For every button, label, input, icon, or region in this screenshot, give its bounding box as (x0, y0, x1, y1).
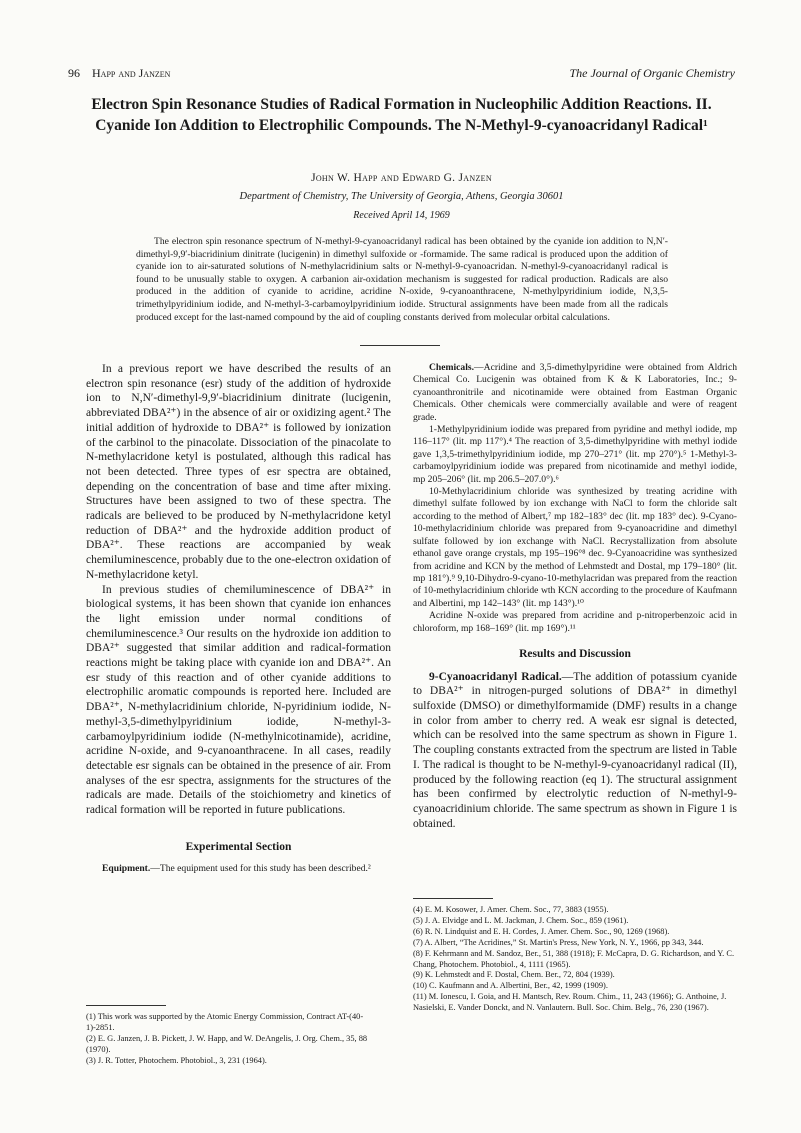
running-header (68, 66, 735, 81)
footnote: (5) J. A. Elvidge and L. M. Jackman, J. Chem. Soc., 859 (1961). (413, 915, 629, 925)
footnote: (3) J. R. Totter, Photochem. Photobiol., 3, 231 (1964). (86, 1055, 267, 1065)
footnote-divider-right (413, 898, 493, 899)
abstract: The electron spin resonance spectrum of N-methyl-9-cyanoacridanyl radical has been obtained by the cyanide ion addition to N,N′-dimethyl-9,9′-biacridinium dinitrate (lucigenin) in dimethyl sulfoxide or -formamide. The same radical is produced upon the addition of cyanide ion to air-saturated solutions of N-methylacridinium salts or N-methyl-9-cyanoacridan. N-methyl-9-cyanoacridanyl radical is found to be unusually stable to oxygen. A carbanion air-oxidation mechanism is suggested for radical production. Radicals are also produced in the addition of cyanide to acridine, acridine N-oxide, 9-cyanoanthracene, N-methylpyridinium iodide, N,3,5-trimethylpyridinium iodide, and N-methyl-3-carbamoylpyridinium iodide. Structural assignments have been made from all the radicals produced except for the last-named compound by the aid of coupling constants derived from molecular orbital calculations. (136, 236, 668, 323)
header-left (68, 66, 170, 81)
footnote: (11) M. Ionescu, I. Goia, and H. Mantsch, Rev. Roum. Chim., 11, 243 (1966); G. Anthoine, J. Nasielski, E. Vander Donckt, and N. Vanlautern. Bull. Soc. Chim. Belg., 76, 230 (1967). (413, 992, 727, 1013)
footnote: (1) This work was supported by the Atomic Energy Commission, Contract AT-(40-1)-2851. (86, 1012, 364, 1032)
footnote-divider-left (86, 1005, 166, 1006)
footnote: (4) E. M. Kosower, J. Amer. Chem. Soc., 77, 3883 (1955). (413, 905, 609, 914)
header-authors: Happ and Janzen (92, 66, 171, 80)
chemicals-paragraph: Acridine N-oxide was prepared from acridine and p-nitroperbenzoic acid in chloroform, mp 168–169° (lit. mp 169°).¹¹ (413, 610, 737, 634)
article-authors: John W. Happ and Edward G. Janzen (311, 172, 492, 184)
footnote: (10) C. Kaufmann and A. Albertini, Ber., 42, 1999 (1909). (413, 981, 608, 991)
received-date: Received April 14, 1969 (353, 210, 450, 221)
chemicals-paragraph (413, 362, 737, 424)
journal-name: The Journal of Organic Chemistry (569, 66, 735, 80)
footnotes-right (413, 905, 737, 1014)
page-number: 96 (68, 66, 80, 80)
footnote: (9) K. Lehmstedt and F. Dostal, Chem. Ber., 72, 804 (1939). (413, 970, 615, 980)
chemicals-paragraph: 1-Methylpyridinium iodide was prepared from pyridine and methyl iodide, mp 116–117° (lit. mp 117°).⁴ The reaction of 3,5-dimethylpyridine with methyl iodide gave 1,3,5-trimethylpyridinium iodide, mp 270–271° (lit. mp 270°).⁵ 1-Methyl-3-carbamoylpyridinium iodide was prepared from nicotinamide and methyl iodide, mp 205–206° (lit. mp 206.5–207.0°).⁶ (413, 424, 737, 485)
equipment-text: —The equipment used for this study has been described.² (150, 862, 371, 874)
footnote: (6) R. N. Lindquist and E. H. Cordes, J. Amer. Chem. Soc., 90, 1269 (1968). (413, 926, 670, 936)
chemicals-section (413, 362, 737, 635)
intro-paragraph: In previous studies of chemiluminescence of DBA²⁺ in biological systems, it has been shown that cyanide ion enhances the light emission under normal conditions of chemiluminescence.³ Our results on the hydroxide ion addition to DBA²⁺ suggested that similar addition and radical-formation reactions might be taking place with cyanide ion and DBA²⁺. An esr study of this reaction and of other cyanide additions to electrophilic aromatic compounds is reported here. Included are DBA²⁺, N-methylacridinium chloride, N-pyridinium iodide, N-methyl-3,5-dimethylpyridinium iodide, N-methyl-3-carbamoylpyridinium iodide (N-methylnicotinamide), acridine, acridine N-oxide, and 9-cyanoanthracene. In all cases, readily detectable esr signals can be obtained in the presence of air. From analyses of the esr spectra, assignments for the structures of the radicals are made. Details of the stoichiometry and kinetics of radical formation will be reported in future publications. (86, 583, 391, 817)
results-paragraph (413, 670, 737, 832)
equipment-runin: Equipment. (102, 862, 151, 874)
footnote: (2) E. G. Janzen, J. B. Pickett, J. W. Happ, and W. DeAngelis, J. Org. Chem., 35, 88 (1970). (86, 1033, 368, 1054)
footnotes-left (86, 1012, 391, 1067)
abstract-divider (360, 345, 440, 346)
experimental-heading: Experimental Section (185, 840, 292, 853)
intro-paragraph: In a previous report we have described the results of an electron spin resonance (esr) study of the addition of hydroxide ion to N,N′-dimethyl-9,9′-biacridinium dinitrate (lucigenin, abbreviated DBA²⁺) in the absence of air or oxidizing agent.² The initial addition of hydroxide to DBA²⁺ is followed by ionization of the carbinol to the pinacolate. Dissociation of the pinacolate to N-methylacridone ketyl is postulated, although this radical has not been detected. Three types of esr spectra are obtained, depending on the concentration of base and time after mixing. Structures have been assigned to two of these spectra. The radicals are believed to be produced by N-methylacridone ketyl reduction of DBA²⁺ and the hydroxide addition product of DBA²⁺. These reactions are accompanied by weak chemiluminescence, probably due to the one-electron oxidation of N-methylacridone ketyl. (86, 363, 391, 581)
footnote: (8) F. Kehrmann and M. Sandoz, Ber., 51, 388 (1918); F. McCapra, D. G. Richardson, and Y. C. Chang, Photochem. Photobiol., 4, 1111 (1965). (413, 948, 735, 969)
right-column (413, 362, 737, 831)
results-heading: Results and Discussion (519, 647, 631, 660)
results-runin: 9-Cyanoacridanyl Radical. (429, 670, 562, 683)
article-title: Electron Spin Resonance Studies of Radical Formation in Nucleophilic Addition Reactions. II. Cyanide Ion Addition to Electrophilic Compounds. The N-Methyl-9-cyanoacridanyl Radical¹ (91, 96, 712, 134)
chemicals-runin: Chemicals. (429, 362, 475, 373)
affiliation: Department of Chemistry, The University of Georgia, Athens, Georgia 30601 (239, 191, 564, 202)
left-column (86, 362, 391, 875)
chemicals-text: —Acridine and 3,5-dimethylpyridine were obtained from Aldrich Chemical Co. Lucigenin was obtained from K & K Laboratories, Inc.; 9-cyanoanthronitrile and nicotinamide were obtained from Eastman Organic Chemicals. Other chemicals were commercially available and were of reagent grade. (413, 362, 737, 423)
equipment-paragraph (86, 863, 391, 875)
results-text: —The addition of potassium cyanide to DBA²⁺ in nitrogen-purged solutions of DBA²⁺ in dimethyl sulfoxide (DMSO) or dimethylformamide (DMF) results in a change in color from amber to cherry red. A weak esr signal is detected, which can be resolved into the same spectrum as shown in Figure 1. The coupling constants extracted from the spectrum are listed in Table I. The radical is thought to be N-methyl-9-cyanoacridanyl radical (II), produced by the following reaction (eq 1). The structural assignment has been confirmed by electrolytic reduction of N-methyl-9-cyanoacridinium chloride. The same spectrum as shown in Figure 1 is obtained. (413, 670, 737, 830)
footnote: (7) A. Albert, “The Acridines,” St. Martin's Press, New York, N. Y., 1966, pp 343, 344. (413, 937, 704, 947)
chemicals-paragraph: 10-Methylacridinium chloride was synthesized by treating acridine with dimethyl sulfate followed by ion exchange with NaCl to form the chloride salt according to the method of Albert,⁷ mp 182–183° dec (lit. mp 183° dec). 9-Cyano-10-methylacridinium chloride was prepared from 9-cyanoacridine and dimethyl sulfate followed by ion exchange with NaCl. Recrystallization from absolute ethanol gave orange crystals, mp 195–196°⁸ dec. 9-Cyanoacridine was synthesized from acridine and KCN by the method of Lehmstedt and Dostal, mp 179–180° (lit. mp 181°).⁹ 9,10-Dihydro-9-cyano-10-methylacridan was prepared from the reaction of 10-methylacridinium chloride wth KCN according to the procedure of Kaufmann and Albertini, mp 142–143° (lit. mp 143°).¹⁰ (413, 486, 737, 609)
